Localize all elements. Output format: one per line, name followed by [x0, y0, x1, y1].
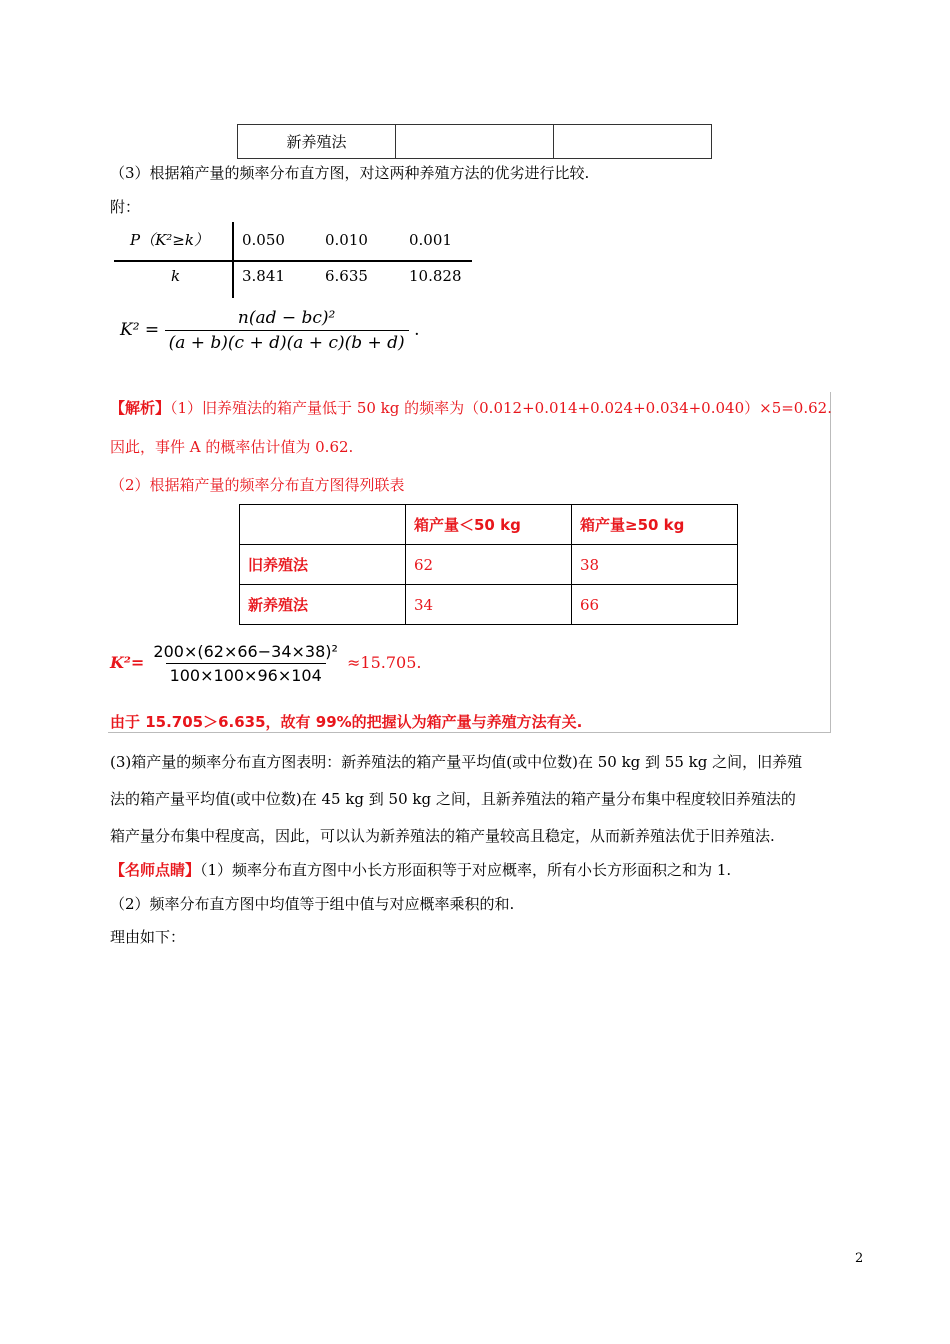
- page-number: 2: [855, 1251, 864, 1266]
- formula-fraction: [165, 308, 409, 353]
- formula-numerator: n(ad − bc)²: [237, 308, 336, 328]
- header-below-50: 箱产量＜50 kg: [406, 505, 572, 545]
- table-row: [238, 125, 712, 159]
- k2-lhs: K²=: [110, 653, 145, 672]
- critical-value-table: [114, 222, 472, 300]
- tips-line-1: [110, 860, 731, 880]
- solution-tag: 【解析】: [110, 399, 171, 417]
- appendix-label: 附：: [110, 198, 141, 216]
- solution-line-1: [110, 398, 832, 418]
- k-value: 10.828: [409, 267, 462, 285]
- solution-conclusion: 由于 15.705＞6.635，故有 99%的把握认为箱产量与养殖方法有关.: [110, 713, 583, 731]
- cell-value: 38: [572, 545, 738, 585]
- k-value: 3.841: [242, 267, 285, 285]
- tips-line-2: （2）频率分布直方图中均值等于组中值与对应概率乘积的和.: [110, 895, 515, 913]
- solution-line-2: 因此，事件 A 的概率估计值为 0.62.: [110, 438, 354, 456]
- k-label: k: [171, 267, 181, 285]
- table-row: [240, 545, 738, 585]
- prob-label: P（K²≥k）: [130, 231, 209, 249]
- part3-line-3: 箱产量分布集中程度高，因此，可以认为新养殖法的箱产量较高且稳定，从而新养殖法优于旧养殖法.: [110, 827, 775, 845]
- empty-cell: [396, 125, 554, 159]
- tips-text-1: （1）频率分布直方图中小长方形面积等于对应概率，所有小长方形面积之和为 1.: [200, 861, 732, 879]
- k2-calculation: [110, 642, 422, 685]
- row-label-new-method: 新养殖法: [238, 125, 396, 159]
- table-row: [240, 585, 738, 625]
- k2-fraction: [149, 642, 342, 685]
- formula-lhs: K² =: [120, 320, 160, 340]
- k2-numerator: 200×(62×66−34×38)²: [153, 642, 338, 661]
- prob-value: 0.001: [409, 231, 452, 249]
- part3-line-1: (3)箱产量的频率分布直方图表明：新养殖法的箱产量平均值(或中位数)在 50 kg 到 55 kg 之间，旧养殖: [110, 753, 803, 771]
- empty-cell: [554, 125, 712, 159]
- top-partial-table: [237, 124, 712, 159]
- contingency-table: [239, 504, 738, 625]
- solution-text-1: （1）旧养殖法的箱产量低于 50 kg 的频率为（0.012+0.014+0.024+0.034+0.040）×5=0.62.: [170, 399, 832, 417]
- tips-line-3: 理由如下：: [110, 928, 186, 946]
- row-label-old: 旧养殖法: [240, 545, 406, 585]
- cell-value: 34: [406, 585, 572, 625]
- table-row: [240, 505, 738, 545]
- k2-denominator: 100×100×96×104: [166, 663, 326, 685]
- solution-line-3: （2）根据箱产量的频率分布直方图得列联表: [110, 476, 405, 494]
- chi-square-formula: [120, 308, 420, 353]
- k-value: 6.635: [325, 267, 368, 285]
- formula-denominator: (a + b)(c + d)(a + c)(b + d): [165, 330, 409, 353]
- row-label-new: 新养殖法: [240, 585, 406, 625]
- formula-tail: .: [414, 320, 420, 340]
- tips-tag: 【名师点睛】: [110, 861, 201, 879]
- cell-value: 66: [572, 585, 738, 625]
- header-empty: [240, 505, 406, 545]
- table-divider-horizontal: [114, 260, 472, 262]
- part3-line-2: 法的箱产量平均值(或中位数)在 45 kg 到 50 kg 之间，且新养殖法的箱产量分布集中程度较旧养殖法的: [110, 790, 796, 808]
- question-3: （3）根据箱产量的频率分布直方图，对这两种养殖方法的优劣进行比较.: [110, 164, 590, 182]
- header-above-50: 箱产量≥50 kg: [572, 505, 738, 545]
- cell-value: 62: [406, 545, 572, 585]
- prob-value: 0.050: [242, 231, 285, 249]
- k2-result: ≈15.705.: [347, 653, 422, 672]
- prob-value: 0.010: [325, 231, 368, 249]
